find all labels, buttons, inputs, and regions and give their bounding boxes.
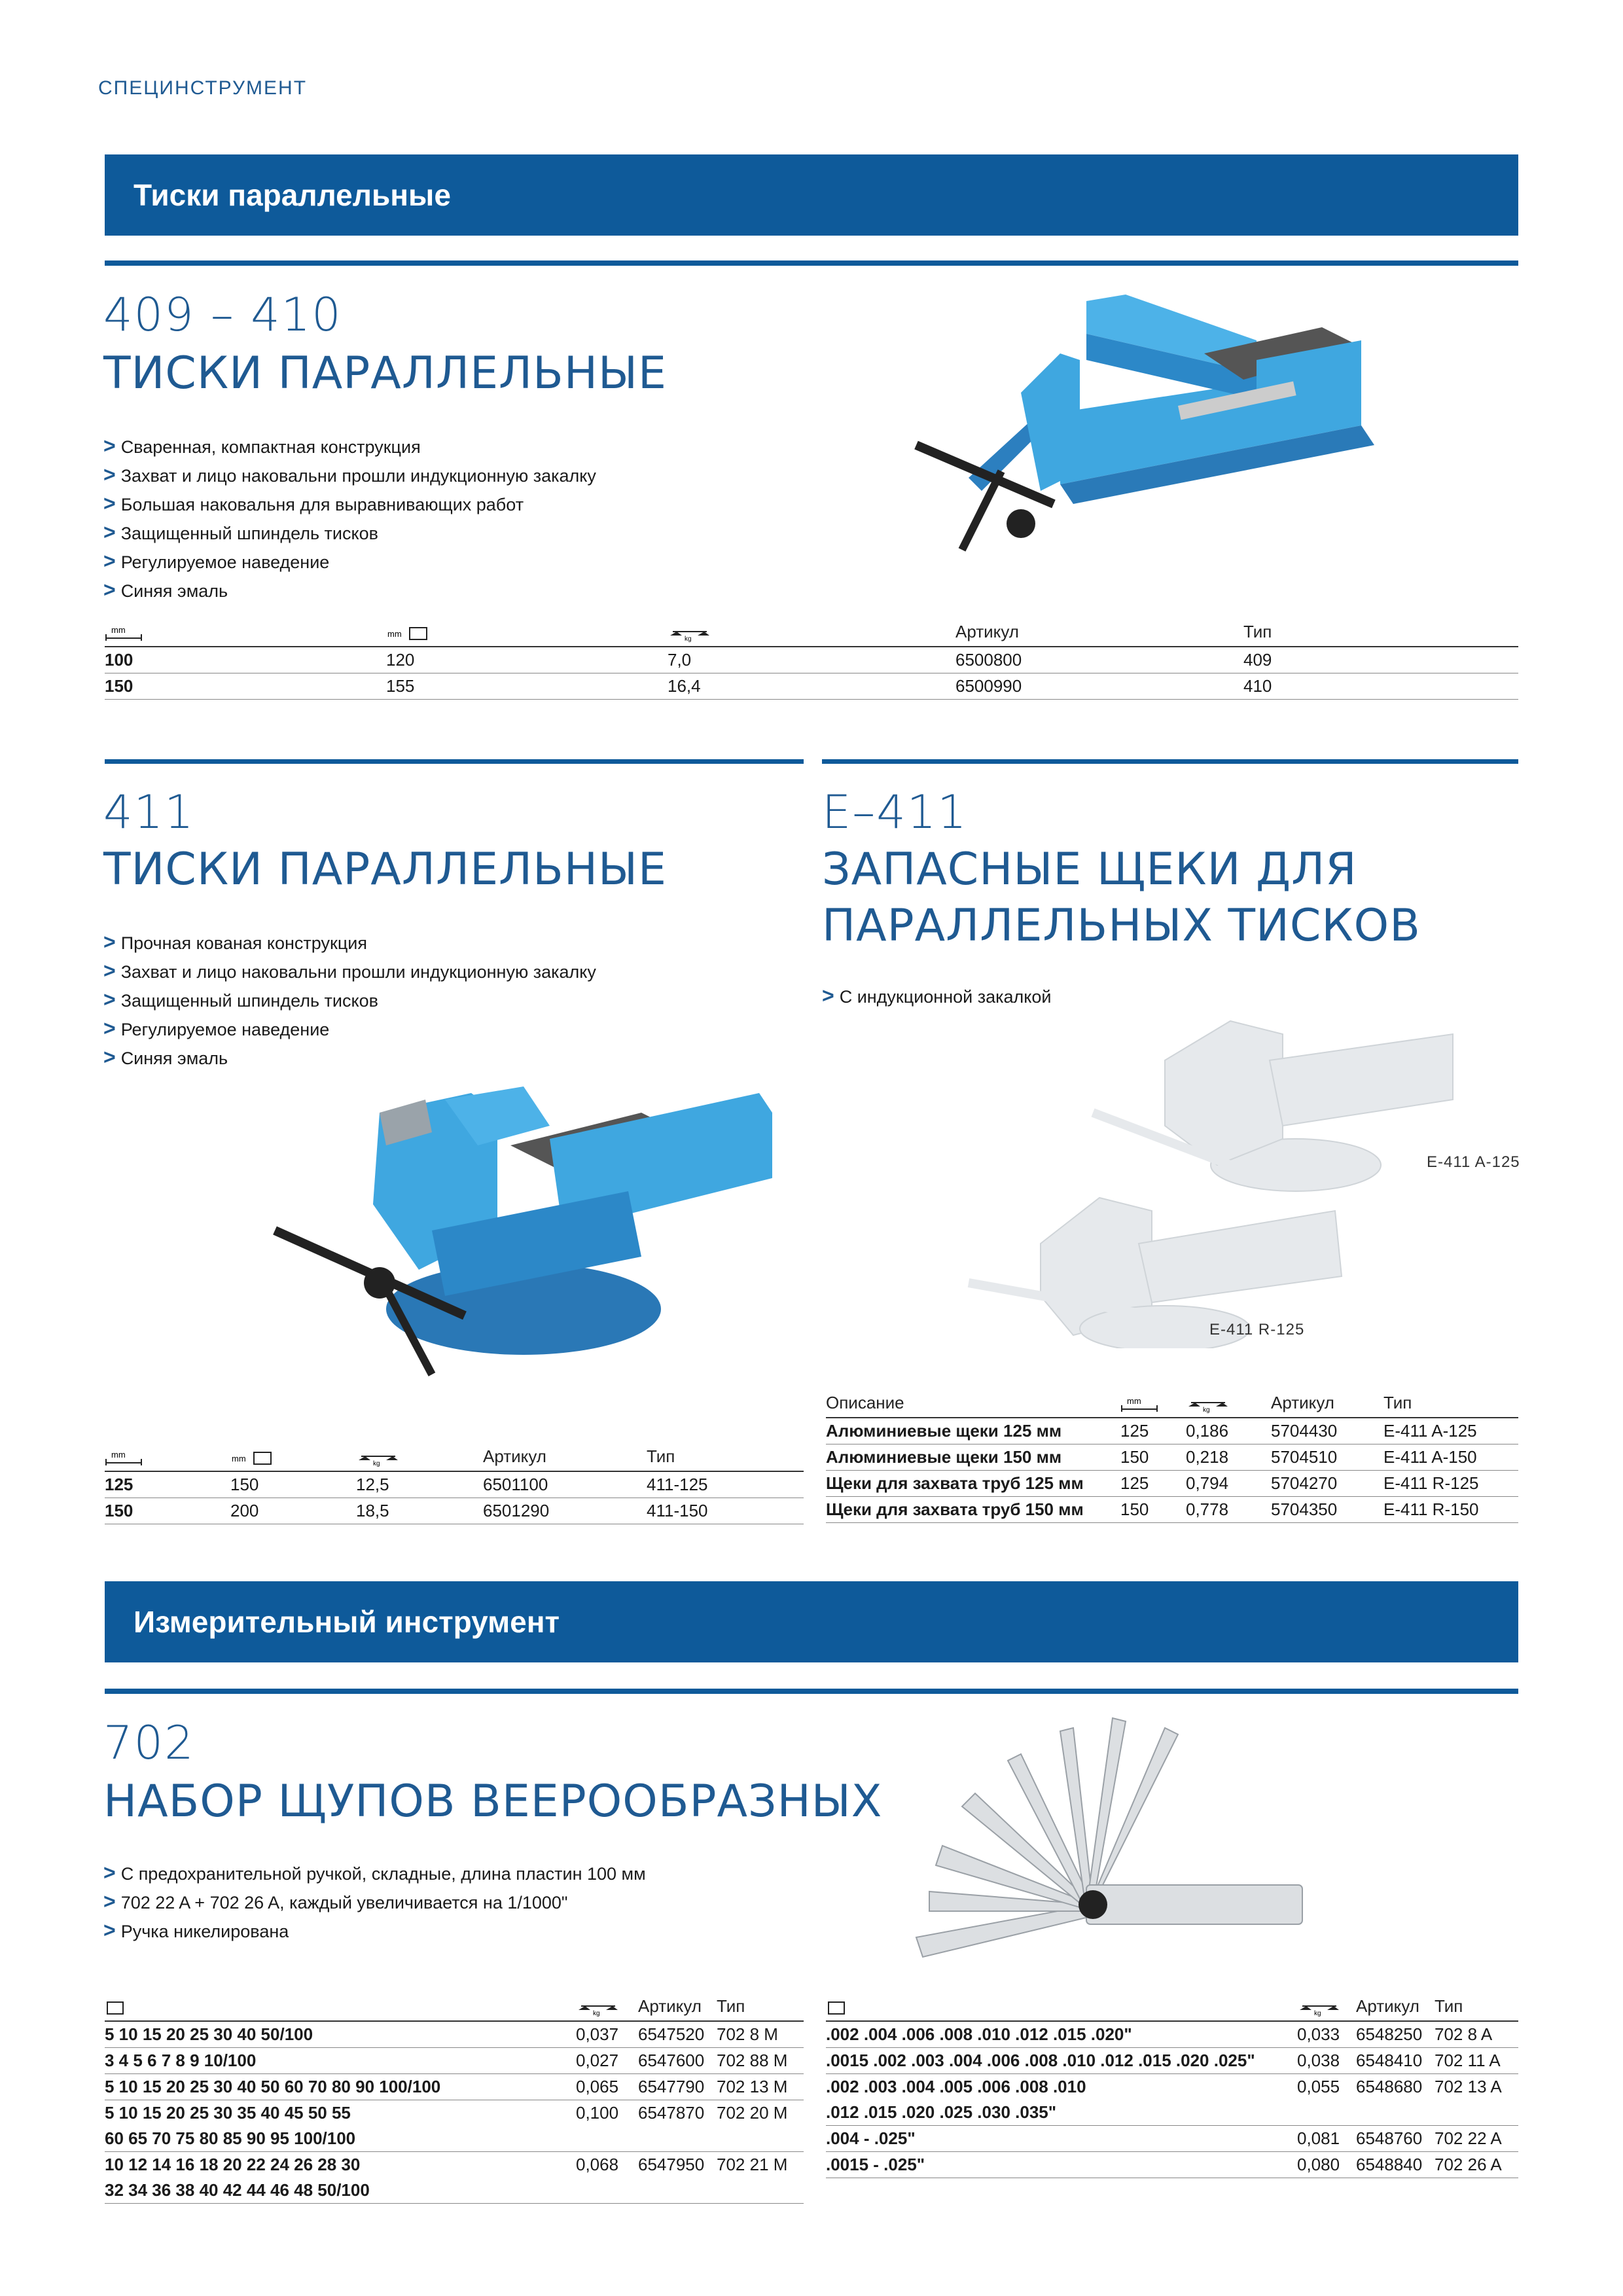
table-cell: 409	[1243, 650, 1272, 670]
table-cell: 0,027	[576, 2051, 619, 2070]
header-weight-icon	[1186, 1393, 1271, 1418]
table-row	[826, 2074, 1518, 2100]
table-cell: 5 10 15 20 25 30 40 50 60 70 80 90 100/100	[105, 2077, 441, 2096]
product-code: 409 – 410	[103, 288, 342, 342]
header-blades-icon	[826, 1996, 1297, 2021]
table-cell: 0,218	[1186, 1447, 1229, 1467]
product-code: 411	[103, 785, 195, 839]
table-cell	[717, 2178, 804, 2204]
table-row	[826, 1444, 1518, 1471]
table-cell: 410	[1243, 676, 1272, 696]
table-cell: 0,068	[576, 2155, 619, 2174]
table-cell: 12,5	[356, 1475, 389, 1494]
table-row	[105, 647, 1518, 673]
spec-table	[826, 1393, 1518, 1523]
table-cell: 702 22 A	[1435, 2128, 1502, 2148]
header-weight-icon	[576, 1996, 638, 2021]
table-row	[105, 1498, 804, 1524]
product-rule	[822, 759, 1518, 764]
table-cell: 150	[105, 1501, 134, 1520]
table-cell: Щеки для захвата труб 150 мм	[826, 1499, 1084, 1519]
table-cell: 6547870	[638, 2103, 705, 2123]
header-jaw-width-icon	[105, 1446, 230, 1471]
feature-item: > Захват и лицо наковальни прошли индукционную закалку	[103, 957, 596, 986]
table-cell	[576, 2178, 638, 2204]
table-cell: 6548760	[1356, 2128, 1423, 2148]
table-cell	[1297, 2100, 1356, 2126]
table-cell: 0,794	[1186, 1473, 1229, 1493]
table-cell: 10 12 14 16 18 20 22 24 26 28 30	[105, 2155, 361, 2174]
table-cell: E-411 R-125	[1383, 1473, 1479, 1493]
table-cell	[1356, 2100, 1435, 2126]
header-type: Тип	[1435, 1996, 1463, 2016]
table-cell: .002 .003 .004 .005 .006 .008 .010	[826, 2077, 1086, 2096]
svg-text:kg: kg	[1314, 2010, 1321, 2017]
header-jaw-width-icon	[105, 622, 386, 647]
product-title: ТИСКИ ПАРАЛЛЕЛЬНЫЕ	[103, 844, 667, 895]
header-opening-icon	[230, 1446, 356, 1471]
header-article: Артикул	[1356, 1996, 1419, 2016]
table-cell: 150	[1120, 1447, 1149, 1467]
table-cell	[576, 2126, 638, 2152]
svg-text:kg: kg	[685, 636, 692, 642]
table-cell: 6547520	[638, 2024, 705, 2044]
product-title-line2: ПАРАЛЛЕЛЬНЫХ ТИСКОВ	[822, 900, 1421, 952]
table-cell: 702 11 A	[1435, 2051, 1501, 2070]
table-cell: 7,0	[668, 650, 692, 670]
header-description: Описание	[826, 1393, 904, 1412]
feature-item: > Большая наковальня для выравнивающих работ	[103, 490, 596, 518]
table-cell: 702 26 A	[1435, 2155, 1502, 2174]
product-title: ЗАПАСНЫЕ ЩЕКИ ДЛЯ	[822, 844, 1357, 895]
svg-text:mm: mm	[387, 629, 402, 639]
table-cell: 6548410	[1356, 2051, 1423, 2070]
section-label: СПЕЦИНСТРУМЕНТ	[98, 77, 308, 99]
table-cell: 125	[105, 1475, 134, 1494]
section-banner: Тиски параллельные	[105, 154, 1518, 236]
product-title: НАБОР ЩУПОВ ВЕЕРООБРАЗНЫХ	[103, 1776, 883, 1827]
table-cell: 6501100	[483, 1475, 548, 1494]
table-cell: 100	[105, 650, 134, 670]
table-row	[826, 2152, 1518, 2178]
table-cell: E-411 A-125	[1383, 1421, 1477, 1441]
table-cell: 0,186	[1186, 1421, 1229, 1441]
header-type: Тип	[1383, 1393, 1412, 1412]
table-cell: 6501290	[483, 1501, 550, 1520]
table-cell: 150	[105, 676, 134, 696]
feature-list	[103, 1859, 646, 1945]
banner-rule	[105, 260, 1518, 266]
table-cell: 5704430	[1271, 1421, 1338, 1441]
feature-item: > Защищенный шпиндель тисков	[103, 518, 596, 547]
image-caption: E-411 A-125	[1427, 1153, 1520, 1171]
table-cell: 0,778	[1186, 1499, 1229, 1519]
table-row	[105, 2152, 804, 2178]
table-cell: 5704510	[1271, 1447, 1338, 1467]
table-cell: 16,4	[668, 676, 701, 696]
table-cell: 702 13 M	[717, 2077, 788, 2096]
table-row	[105, 2100, 804, 2126]
feature-item: > Синяя эмаль	[103, 1043, 596, 1072]
table-cell: 5704270	[1271, 1473, 1338, 1493]
feature-item: > Прочная кованая конструкция	[103, 928, 596, 957]
table-cell: 120	[386, 650, 415, 670]
table-cell: 0,055	[1297, 2077, 1340, 2096]
header-article: Артикул	[638, 1996, 702, 2016]
header-type: Тип	[1243, 622, 1272, 641]
table-cell: 150	[230, 1475, 259, 1494]
table-cell: 18,5	[356, 1501, 389, 1520]
header-opening-icon	[386, 622, 668, 647]
table-cell: 6547600	[638, 2051, 705, 2070]
product-title: ТИСКИ ПАРАЛЛЕЛЬНЫЕ	[103, 348, 667, 399]
table-row	[826, 2100, 1518, 2126]
feature-item: > Синяя эмаль	[103, 576, 596, 605]
feature-list	[103, 432, 596, 605]
table-cell: 411-125	[647, 1475, 708, 1494]
feature-item: > Регулируемое наведение	[103, 547, 596, 576]
table-cell: 411-150	[647, 1501, 708, 1520]
gauge-table-metric	[105, 1996, 804, 2204]
header-article: Артикул	[1271, 1393, 1334, 1412]
feature-item: > 702 22 A + 702 26 A, каждый увеличивается на 1/1000"	[103, 1888, 646, 1916]
feeler-gauge-image	[903, 1715, 1309, 1977]
table-cell: 702 8 A	[1435, 2024, 1493, 2044]
table-cell: .012 .015 .020 .025 .030 .035"	[826, 2102, 1057, 2122]
table-cell: 5704350	[1271, 1499, 1338, 1519]
table-cell: 200	[230, 1501, 259, 1520]
image-caption: E-411 R-125	[1209, 1321, 1305, 1338]
table-row	[105, 1471, 804, 1498]
table-cell: E-411 A-150	[1383, 1447, 1477, 1467]
header-weight-icon	[356, 1446, 483, 1471]
feature-item: > Ручка никелирована	[103, 1916, 646, 1945]
svg-text:kg: kg	[373, 1460, 380, 1467]
table-row	[105, 2021, 804, 2048]
table-cell: 3 4 5 6 7 8 9 10/100	[105, 2051, 257, 2070]
table-row	[826, 1418, 1518, 1444]
table-row	[826, 2048, 1518, 2074]
table-cell: .002 .004 .006 .008 .010 .012 .015 .020"	[826, 2024, 1132, 2044]
svg-text:mm: mm	[111, 1450, 126, 1460]
header-weight-icon	[1297, 1996, 1356, 2021]
table-cell: 32 34 36 38 40 42 44 46 48 50/100	[105, 2180, 370, 2200]
table-cell	[1435, 2100, 1518, 2126]
vise-409-image	[890, 275, 1400, 602]
table-cell: 150	[1120, 1499, 1149, 1519]
table-cell: 5 10 15 20 25 30 40 50/100	[105, 2024, 313, 2044]
svg-text:kg: kg	[593, 2010, 600, 2017]
feature-item: > Регулируемое наведение	[103, 1014, 596, 1043]
feature-list	[103, 928, 596, 1072]
table-cell: 702 20 M	[717, 2103, 788, 2123]
product-code: 702	[103, 1716, 195, 1770]
feature-item: > Сваренная, компактная конструкция	[103, 432, 596, 461]
section-banner: Измерительный инструмент	[105, 1581, 1518, 1662]
table-cell: 60 65 70 75 80 85 90 95 100/100	[105, 2128, 356, 2148]
spec-table	[105, 1446, 804, 1524]
table-row	[105, 2074, 804, 2100]
banner-rule	[105, 1689, 1518, 1694]
table-row	[105, 2178, 804, 2204]
table-cell: 6548840	[1356, 2155, 1423, 2174]
header-weight-icon	[668, 622, 955, 647]
table-cell: 0,080	[1297, 2155, 1340, 2174]
table-row	[105, 2048, 804, 2074]
spec-table	[105, 622, 1518, 700]
table-row	[826, 1497, 1518, 1523]
feature-item: > С индукционной закалкой	[822, 982, 1052, 1011]
table-row	[105, 673, 1518, 700]
feature-item: > Защищенный шпиндель тисков	[103, 986, 596, 1014]
table-cell: Щеки для захвата труб 125 мм	[826, 1473, 1084, 1493]
table-cell: 5 10 15 20 25 30 35 40 45 50 55	[105, 2103, 351, 2123]
svg-text:kg: kg	[1203, 1407, 1210, 1413]
table-cell: .004 - .025"	[826, 2128, 916, 2148]
table-cell: 125	[1120, 1421, 1149, 1441]
feature-item: > Захват и лицо наковальни прошли индукционную закалку	[103, 461, 596, 490]
header-article: Артикул	[955, 622, 1019, 641]
header-type: Тип	[647, 1446, 675, 1466]
table-cell: 702 13 A	[1435, 2077, 1502, 2096]
table-cell: 0,100	[576, 2103, 619, 2123]
table-cell: E-411 R-150	[1383, 1499, 1479, 1519]
table-cell: 6547950	[638, 2155, 705, 2174]
table-cell: .0015 - .025"	[826, 2155, 925, 2174]
table-cell: 6548250	[1356, 2024, 1423, 2044]
jaws-image	[825, 1008, 1518, 1348]
feature-list	[822, 982, 1052, 1011]
table-cell: Алюминиевые щеки 125 мм	[826, 1421, 1062, 1441]
table-row	[105, 2126, 804, 2152]
product-code: E–411	[822, 785, 968, 839]
table-cell: 155	[386, 676, 415, 696]
table-cell: 6548680	[1356, 2077, 1423, 2096]
table-cell: 125	[1120, 1473, 1149, 1493]
table-cell	[717, 2126, 804, 2152]
table-cell: 0,033	[1297, 2024, 1340, 2044]
table-cell: Алюминиевые щеки 150 мм	[826, 1447, 1062, 1467]
table-cell: 6500800	[955, 650, 1022, 670]
svg-text:mm: mm	[111, 625, 126, 635]
header-article: Артикул	[483, 1446, 546, 1466]
table-cell: 0,038	[1297, 2051, 1340, 2070]
table-cell: 0,065	[576, 2077, 619, 2096]
table-row	[826, 2126, 1518, 2152]
vise-411-image	[262, 1073, 772, 1401]
table-cell: .0015 .002 .003 .004 .006 .008 .010 .012 .015 .020 .025"	[826, 2051, 1255, 2070]
table-cell	[638, 2126, 717, 2152]
table-row	[826, 1471, 1518, 1497]
table-cell: 6500990	[955, 676, 1022, 696]
header-type: Тип	[717, 1996, 745, 2016]
header-blades-icon	[105, 1996, 576, 2021]
table-cell: 6547790	[638, 2077, 705, 2096]
table-cell: 702 21 M	[717, 2155, 788, 2174]
svg-text:mm: mm	[232, 1454, 246, 1463]
svg-text:mm: mm	[1127, 1396, 1141, 1406]
gauge-table-inch	[826, 1996, 1518, 2178]
table-cell: 702 8 M	[717, 2024, 778, 2044]
product-rule	[105, 759, 804, 764]
table-row	[826, 2021, 1518, 2048]
table-cell: 0,081	[1297, 2128, 1340, 2148]
header-jaw-width-icon	[1120, 1393, 1186, 1418]
table-cell: 0,037	[576, 2024, 619, 2044]
table-cell	[638, 2178, 717, 2204]
feature-item: > С предохранительной ручкой, складные, длина пластин 100 мм	[103, 1859, 646, 1888]
table-cell: 702 88 M	[717, 2051, 788, 2070]
